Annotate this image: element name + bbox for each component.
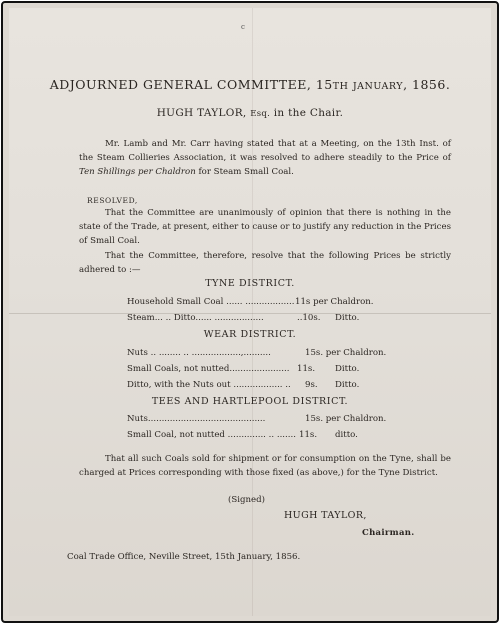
chair-name: HUGH TAYLOR, <box>156 107 247 119</box>
price-row <box>9 295 499 309</box>
price-item: Ditto, with the Nuts out .................. .. <box>127 380 291 390</box>
district-heading-tyne: TYNE DISTRICT. <box>205 278 295 289</box>
paragraph-opinion: That the Committee are unanimously of opinion that there is nothing in the state of the Trade, at present, either to cause or to justify any reduction in the Prices of Small Coal. <box>79 208 451 246</box>
district-heading-tees: TEES AND HARTLEPOOL DISTRICT. <box>151 396 349 407</box>
price-row <box>9 311 499 325</box>
top-mark: c <box>241 23 245 31</box>
price-unit: Ditto. <box>335 364 360 374</box>
price-item: Small Coal, not nutted .............. .. ....... <box>127 430 296 440</box>
price-unit: Ditto. <box>335 380 360 390</box>
footer-office-line: Coal Trade Office, Neville Street, 15th January, 1856. <box>67 552 301 562</box>
price-item: Nuts .. ........ .. ..................,.......... <box>127 348 271 358</box>
price-item: Household Small Coal ...... .................. <box>127 297 295 307</box>
paragraph-meeting-text: Mr. Lamb and Mr. Carr having stated that at a Meeting, on the 13th Inst. of the Steam Collieries Association, it was resolved to adhere steadily to the Price of <box>79 139 451 163</box>
price-unit: ditto. <box>335 430 358 440</box>
signer-title: Chairman. <box>362 528 415 538</box>
title-suffix: TH <box>332 81 349 92</box>
chair-line <box>9 106 491 121</box>
price-item: Small Coals, not nutted...................... <box>127 364 290 374</box>
price-value: 9s. <box>305 380 318 390</box>
chair-esq: Esq. <box>250 109 271 119</box>
price-value: 11s per Chaldron. <box>295 297 374 307</box>
price-row <box>9 412 499 426</box>
title-year: , 1856. <box>403 77 451 92</box>
signer-name: HUGH TAYLOR, <box>284 510 367 521</box>
paragraph-meeting <box>79 137 451 179</box>
resolved-heading: RESOLVED, <box>87 196 138 205</box>
paragraph-resolve: That the Committee, therefore, resolve that the following Prices be strictly adhered to :— <box>79 251 451 275</box>
price-row <box>9 346 499 360</box>
price-unit: Ditto. <box>335 313 360 323</box>
paragraph-shipment: That all such Coals sold for shipment or for consumption on the Tyne, shall be charged at Prices corresponding with those fixed (as above,) for the Tyne District. <box>79 454 451 478</box>
price-value: 11s. <box>299 430 318 440</box>
district-heading-wear: WEAR DISTRICT. <box>203 329 297 340</box>
price-row <box>9 428 499 442</box>
title-month: JANUARY <box>352 81 404 92</box>
price-value: 15s. per Chaldron. <box>305 348 387 358</box>
paragraph-meeting-italic: Ten Shillings per Chaldron <box>79 167 196 177</box>
price-row <box>9 362 499 376</box>
document-content <box>9 8 491 616</box>
price-item: Nuts........................................... <box>127 414 266 424</box>
image-frame <box>1 1 499 623</box>
price-value: 15s. per Chaldron. <box>305 414 387 424</box>
paper-sheet <box>9 8 491 616</box>
paragraph-meeting-end: for Steam Small Coal. <box>195 167 294 177</box>
signed-label: (Signed) <box>228 495 265 505</box>
title-main: ADJOURNED GENERAL COMMITTEE, 15 <box>49 77 333 92</box>
document-title <box>9 78 491 94</box>
chair-rest: in the Chair. <box>270 107 344 119</box>
price-item: Steam... .. Ditto...... .................. <box>127 313 264 323</box>
price-value: ..10s. <box>297 313 321 323</box>
price-row <box>9 378 499 392</box>
price-value: 11s. <box>297 364 316 374</box>
